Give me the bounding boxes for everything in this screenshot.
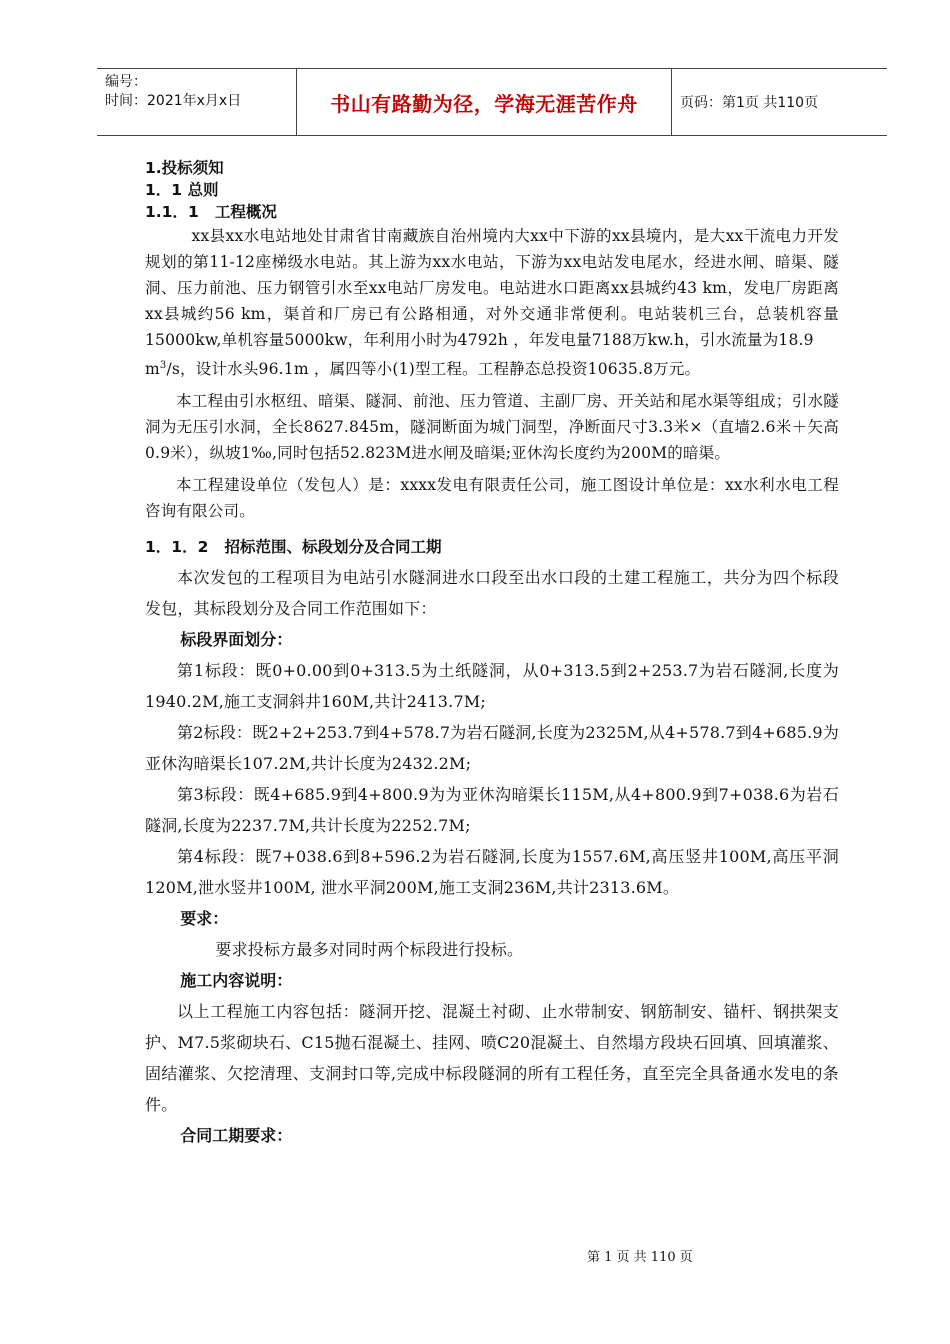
unit-superscript: 3 [159, 360, 167, 371]
unit-m: m [145, 360, 160, 379]
paragraph-section-2: 第2标段：既2+2+253.7到4+578.7为岩石隧洞,长度为2325M,从4+578.7到4+685.9为亚休沟暗渠长107.2M,共计长度为2432.2M; [145, 723, 839, 774]
heading-bidding-notice: 1.投标须知 [145, 159, 224, 177]
label-contract-period: 合同工期要求： [180, 1126, 293, 1146]
paragraph-scope: 本次发包的工程项目为电站引水隧洞进水口段至出水口段的土建工程施工，共分为四个标段发包，其标段划分及合同工作范围如下： [145, 568, 839, 619]
paragraph-section-1: 第1标段：既0+0.00到0+313.5为土纸隧洞，从0+313.5到2+253.7为岩石隧洞,长度为1940.2M,施工支洞斜井160M,共计2413.7M; [145, 661, 839, 712]
header-motto: 书山有路勤为径，学海无涯苦作舟 [297, 69, 672, 135]
document-body [145, 157, 839, 1151]
paragraph-section-3: 第3标段：既4+685.9到4+800.9为为亚休沟暗渠长115M,从4+800.9到7+038.6为岩石隧洞,长度为2237.7M,共计长度为2252.7M; [145, 785, 839, 836]
label-section-division: 标段界面划分： [180, 630, 293, 650]
paragraph-overview-3: 本工程建设单位（发包人）是：xxxx发电有限责任公司，施工图设计单位是：xx水利水电工程咨询有限公司。 [145, 476, 839, 521]
paragraph-overview-2: 本工程由引水枢纽、暗渠、隧洞、前池、压力管道、主副厂房、开关站和尾水渠等组成；引水隧洞为无压引水洞，全长8627.845m，隧洞断面为城门洞型，净断面尺寸3.3米×（直墙2.6米＋矢高0.9米），纵坡1‰,同时包括52.823M进水闸及暗渠;亚休沟长度约为200M的暗渠。 [145, 392, 839, 463]
label-construction-content: 施工内容说明： [180, 971, 293, 991]
document-number-label: 编号： [105, 74, 147, 90]
heading-scope: 1．1．2 招标范围、标段划分及合同工期 [145, 538, 442, 557]
footer-page-number: 第 1 页 共 110 页 [587, 1250, 693, 1265]
document-date: 时间：2021年x月x日 [105, 93, 242, 109]
page-header [97, 68, 887, 136]
paragraph-section-4: 第4标段：既7+038.6到8+596.2为岩石隧洞,长度为1557.6M,高压竖井100M,高压平洞120M,泄水竖井100M, 泄水平洞200M,施工支洞236M,共计2313.6M。 [145, 847, 839, 898]
label-requirement: 要求： [180, 909, 229, 929]
heading-general: 1．1 总则 [145, 181, 219, 199]
heading-project-overview: 1.1．1 工程概况 [145, 203, 277, 221]
paragraph-construction-content: 以上工程施工内容包括：隧洞开挖、混凝土衬砌、止水带制安、钢筋制安、锚杆、钢拱架支护、M7.5浆砌块石、C15抛石混凝土、挂网、喷C20混凝土、自然塌方段块石回填、回填灌浆、固结灌浆、欠挖清理、支洞封口等,完成中标段隧洞的所有工程任务，直至完全具备通水发电的条件。 [145, 1002, 839, 1115]
overview-1-tail: /s，设计水头96.1m ，属四等小(1)型工程。工程静态总投资10635.8万元。 [166, 360, 701, 379]
header-meta [97, 69, 297, 135]
paragraph-requirement: 要求投标方最多对同时两个标段进行投标。 [215, 940, 524, 960]
overview-1-text: xx县xx水电站地处甘肃省甘南藏族自治州境内大xx中下游的xx县境内，是大xx干流电力开发规划的第11-12座梯级水电站。其上游为xx水电站，下游为xx电站发电尾水，经进水闸、暗渠、隧洞、压力前池、压力钢管引水至xx电站厂房发电。电站进水口距离xx县城约43 km，发电厂房距离xx县城约56 km，渠首和厂房已有公路相通，对外交通非常便利。电站装机三台，总装机容量15000kw,单机容量5000kw，年利用小时为4792h ，年发电量7188万kw.h，引水流量为18.9 [145, 227, 839, 349]
header-page-info: 页码：第1页 共110页 [680, 95, 819, 111]
paragraph-overview-1 [145, 223, 839, 382]
